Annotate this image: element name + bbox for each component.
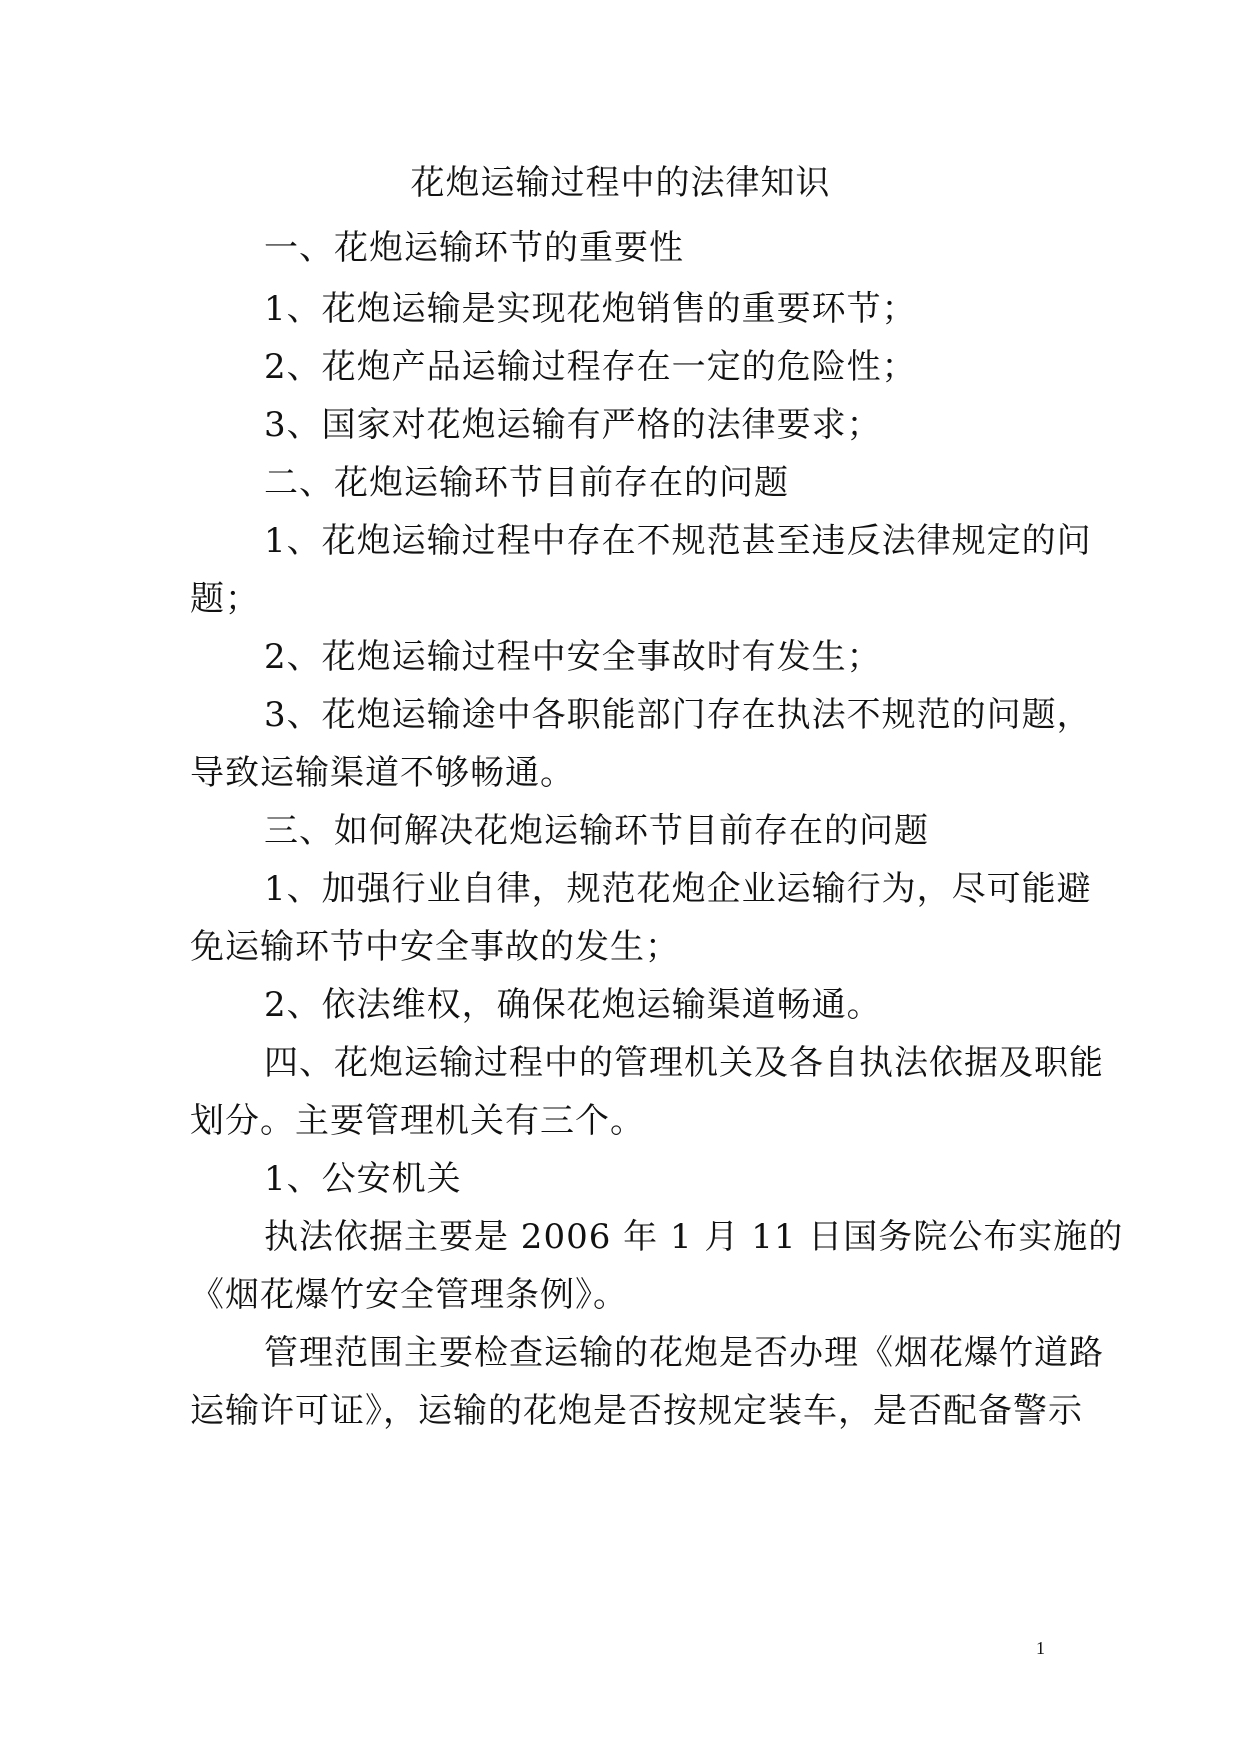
paragraph-line: 题； bbox=[190, 579, 260, 619]
section-heading-1: 一、花炮运输环节的重要性 bbox=[264, 228, 684, 268]
paragraph-line: 3、国家对花炮运输有严格的法律要求； bbox=[264, 405, 882, 445]
section-heading-2: 二、花炮运输环节目前存在的问题 bbox=[264, 463, 789, 503]
paragraph-line: 3、花炮运输途中各职能部门存在执法不规范的问题， bbox=[264, 695, 1092, 735]
page-number: 1 bbox=[1036, 1638, 1045, 1658]
paragraph-line: 管理范围主要检查运输的花炮是否办理《烟花爆竹道路 bbox=[264, 1333, 1104, 1373]
paragraph-line: 导致运输渠道不够畅通。 bbox=[190, 753, 575, 793]
paragraph-line: 《烟花爆竹安全管理条例》。 bbox=[190, 1275, 628, 1315]
subsection-heading: 1、公安机关 bbox=[264, 1159, 462, 1199]
paragraph-line: 1、加强行业自律，规范花炮企业运输行为，尽可能避 bbox=[264, 869, 1092, 909]
section-heading-4: 四、花炮运输过程中的管理机关及各自执法依据及职能 bbox=[264, 1043, 1104, 1083]
paragraph-line: 运输许可证》，运输的花炮是否按规定装车，是否配备警示 bbox=[190, 1391, 1083, 1431]
paragraph-line: 2、依法维权，确保花炮运输渠道畅通。 bbox=[264, 985, 882, 1025]
section-heading-3: 三、如何解决花炮运输环节目前存在的问题 bbox=[264, 811, 929, 851]
paragraph-line: 免运输环节中安全事故的发生； bbox=[190, 927, 680, 967]
paragraph-line: 划分。主要管理机关有三个。 bbox=[190, 1101, 645, 1141]
document-title: 花炮运输过程中的法律知识 bbox=[410, 163, 831, 203]
paragraph-line: 1、花炮运输过程中存在不规范甚至违反法律规定的问 bbox=[264, 521, 1092, 561]
paragraph-line: 执法依据主要是 2006 年 1 月 11 日国务院公布实施的 bbox=[264, 1217, 1124, 1257]
paragraph-line: 2、花炮产品运输过程存在一定的危险性； bbox=[264, 347, 917, 387]
paragraph-line: 1、花炮运输是实现花炮销售的重要环节； bbox=[264, 289, 917, 329]
paragraph-line: 2、花炮运输过程中安全事故时有发生； bbox=[264, 637, 882, 677]
